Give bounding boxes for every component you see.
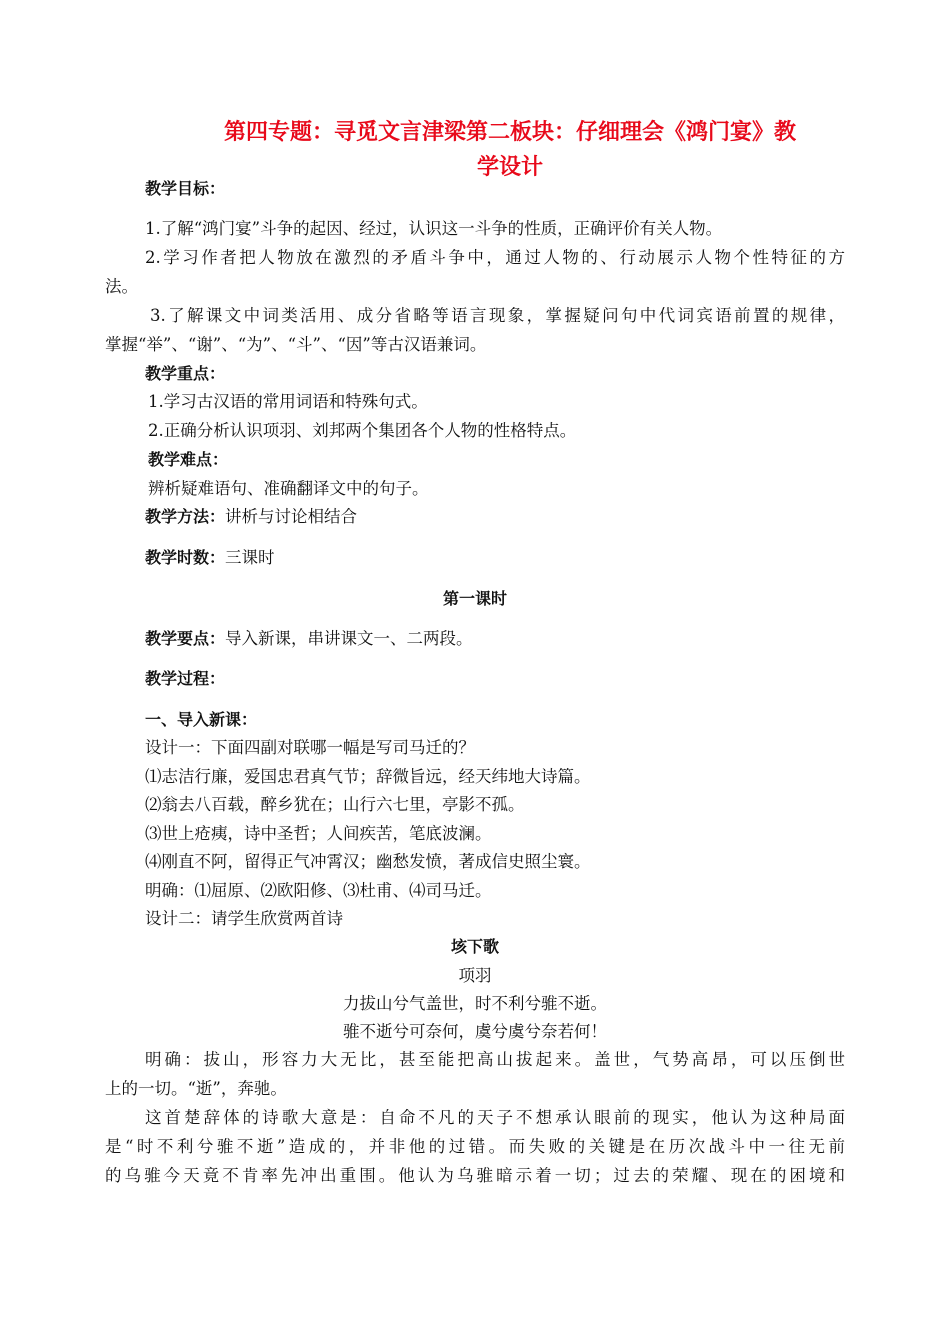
explanation-line-1: 明确：拔山，形容力大无比，甚至能把高山拔起来。盖世，气势高昂，可以压倒世 [145,1050,845,1069]
key-point-1: 1.学习古汉语的常用词语和特殊句式。 [148,392,428,411]
teaching-essentials [145,625,473,653]
poem-author: 项羽 [458,966,492,985]
couplet-3: ⑶世上疮痍，诗中圣哲；人间疾苦，笔底波澜。 [145,824,492,843]
design-1: 设计一：下面四副对联哪一幅是写司马迁的？ [145,738,475,757]
design-2: 设计二：请学生欣赏两首诗 [145,909,343,928]
hours-label: 教学时数： [145,548,226,567]
poem-title: 垓下歌 [450,937,499,956]
couplet-2: ⑵翁去八百载，醉乡犹在；山行六七里，亭影不孤。 [145,795,525,814]
poem-line-1: 力拔山兮气盖世，时不利兮骓不逝。 [343,994,607,1013]
lesson-heading: 第一课时 [442,589,507,608]
objectives-heading: 教学目标： [145,179,226,198]
objective-2-line-1: 2.学习作者把人物放在激烈的矛盾斗争中，通过人物的、行动展示人物个性特征的方 [145,248,845,267]
essentials-text: 导入新课，串讲课文一、二两段。 [225,629,473,648]
objective-1: 1.了解“鸿门宴”斗争的起因、经过，认识这一斗争的性质，正确评价有关人物。 [145,219,723,238]
title-line-2: 学设计 [476,155,543,180]
summary-line-1: 这首楚辞体的诗歌大意是：自命不凡的天子不想承认眼前的现实，他认为这种局面 [145,1108,845,1127]
poem-line-2: 骓不逝兮可奈何，虞兮虞兮奈若何！ [343,1022,607,1041]
document-title [150,115,870,185]
difficulty-text: 辨析疑难语句、准确翻译文中的句子。 [148,479,429,498]
explanation-line-2: 上的一切。“逝”，奔驰。 [105,1079,287,1098]
summary-line-3: 的乌骓今天竟不肯率先冲出重围。他认为乌骓暗示着一切；过去的荣耀、现在的困境和 [105,1166,845,1185]
key-points-heading: 教学重点： [145,364,226,383]
difficulty-heading: 教学难点： [148,450,229,469]
objective-3-line-2: 掌握“举”、“谢”、“为”、“斗”、“因”等古汉语兼词。 [105,335,487,354]
hours-text: 三课时 [225,548,275,567]
teaching-method [145,503,357,531]
teaching-hours [145,544,275,572]
method-text: 讲析与讨论相结合 [225,507,358,526]
key-point-2: 2.正确分析认识项羽、刘邦两个集团各个人物的性格特点。 [148,421,577,440]
couplet-4: ⑷刚直不阿，留得正气冲霄汉；幽愁发愤，著成信史照尘寰。 [145,852,591,871]
couplet-1: ⑴志洁行廉，爱国忠君真气节；辞微旨远，经天纬地大诗篇。 [145,767,591,786]
objective-2-line-2: 法。 [105,277,138,296]
objective-3-line-1: 3.了解课文中词类活用、成分省略等语言现象，掌握疑问句中代词宾语前置的规律， [150,306,845,325]
title-line-1: 第四专题：寻觅文言津梁第二板块：仔细理会《鸿门宴》教 [223,120,796,145]
essentials-label: 教学要点： [145,629,226,648]
summary-line-2: 是“时不利兮骓不逝”造成的，并非他的过错。而失败的关键是在历次战斗中一往无前 [105,1137,845,1156]
process-heading: 教学过程： [145,669,226,688]
method-label: 教学方法： [145,507,226,526]
section-1-heading: 一、导入新课： [145,710,258,729]
answer-1: 明确：⑴屈原、⑵欧阳修、⑶杜甫、⑷司马迁。 [145,881,492,900]
